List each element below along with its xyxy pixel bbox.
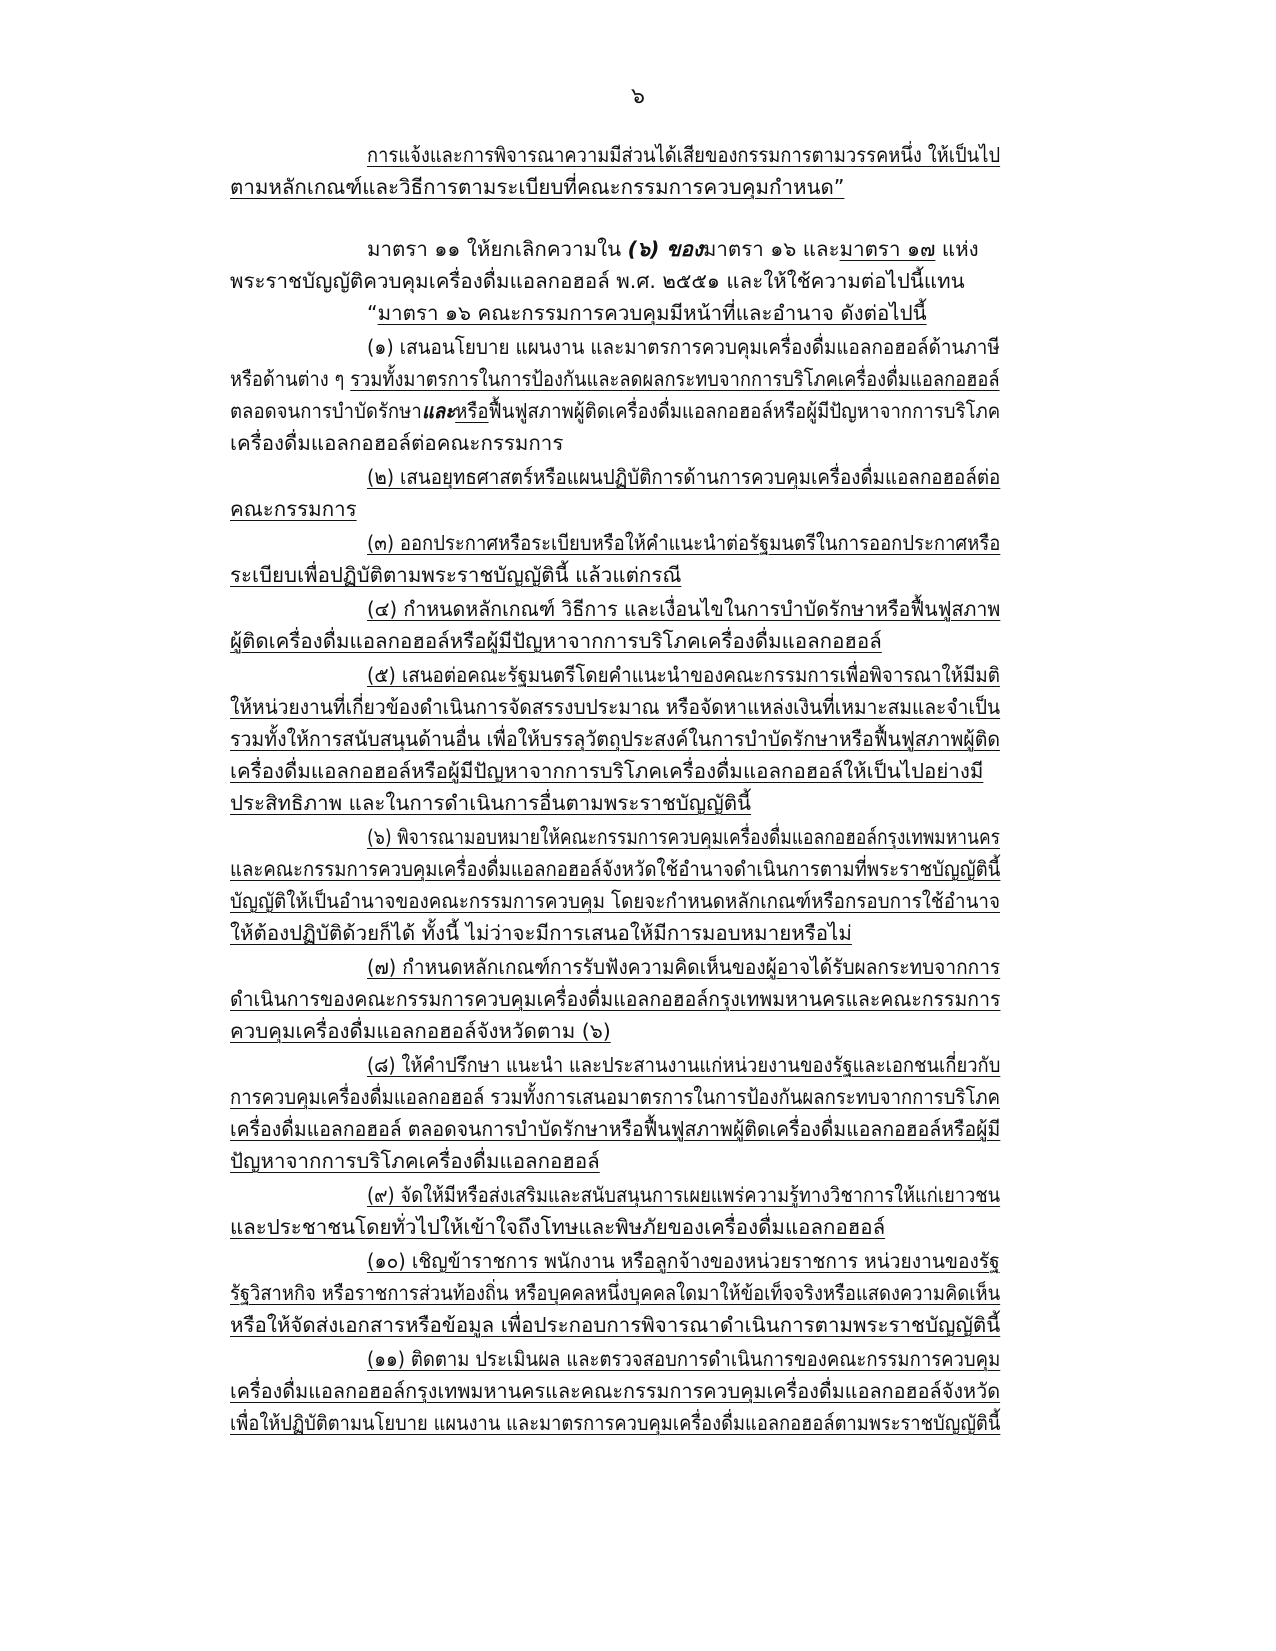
item-7-line-3: ควบคุมเครื่องดื่มแอลกอฮอล์จังหวัดตาม (๖): [230, 1019, 611, 1043]
section-11-text-a: มาตรา ๑๑ ให้ยกเลิกความใน: [367, 237, 628, 261]
item-1-text-c: ตลอดจนการบำบัดรักษา: [230, 399, 422, 423]
section-11-text-e: แห่ง: [935, 237, 979, 261]
item-1-line-3: [230, 396, 1000, 426]
item-4-line-1: (๔) กำหนดหลักเกณฑ์ วิธีการ และเงื่อนไขในการบำบัดรักษาหรือฟื้นฟูสภาพ: [367, 597, 1001, 621]
section-16-title: มาตรา ๑๖ คณะกรรมการควบคุมมีหน้าที่และอำนาจ ดังต่อไปนี้: [377, 301, 927, 325]
intro-line-2: ตามหลักเกณฑ์และวิธีการตามระเบียบที่คณะกรรมการควบคุมกำหนด”: [230, 175, 845, 199]
item-6-line-1: (๖) พิจารณามอบหมายให้คณะกรรมการควบคุมเครื่องดื่มแอลกอฮอล์กรุงเทพมหานคร: [367, 825, 1000, 849]
section-16-heading: [367, 298, 927, 328]
item-5-line-3: รวมทั้งให้การสนับสนุนด้านอื่น เพื่อให้บรรลุวัตถุประสงค์ในการบำบัดรักษาหรือฟื้นฟูสภาพผู้ติด: [230, 727, 1001, 751]
section-11-text-c: มาตรา ๑๖ และ: [702, 237, 840, 261]
section-11-line-1: [367, 234, 979, 264]
item-8-line-3: เครื่องดื่มแอลกอฮอล์ ตลอดจนการบำบัดรักษาหรือฟื้นฟูสภาพผู้ติดเครื่องดื่มแอลกอฮอล์หรือผู้มี: [230, 1117, 1001, 1141]
item-3-line-2: ระเบียบเพื่อปฏิบัติตามพระราชบัญญัตินี้ แล้วแต่กรณี: [230, 563, 682, 587]
section-11-struck-text: (๖) ของ: [627, 237, 703, 261]
item-1-struck-text: และ: [421, 399, 456, 423]
item-4-line-2: ผู้ติดเครื่องดื่มแอลกอฮอล์หรือผู้มีปัญหาจากการบริโภคเครื่องดื่มแอลกอฮอล์: [230, 629, 882, 653]
item-6-line-4: ให้ต้องปฏิบัติด้วยก็ได้ ทั้งนี้ ไม่ว่าจะมีการเสนอให้มีการมอบหมายหรือไม่: [230, 921, 852, 945]
item-6-line-2: และคณะกรรมการควบคุมเครื่องดื่มแอลกอฮอล์จังหวัดใช้อำนาจดำเนินการตามที่พระราชบัญญัตินี้: [230, 857, 1001, 881]
item-11-line-2: เครื่องดื่มแอลกอฮอล์กรุงเทพมหานครและคณะกรรมการควบคุมเครื่องดื่มแอลกอฮอล์จังหวัด: [230, 1379, 1001, 1403]
section-11-line-2: พระราชบัญญัติควบคุมเครื่องดื่มแอลกอฮอล์ พ.ศ. ๒๕๕๑ และให้ใช้ความต่อไปนี้แทน: [230, 269, 965, 293]
item-10-line-3: หรือให้จัดส่งเอกสารหรือข้อมูล เพื่อประกอบการพิจารณาดำเนินการตามพระราชบัญญัตินี้: [230, 1313, 1001, 1337]
item-1-line-1: (๑) เสนอนโยบาย แผนงาน และมาตรการควบคุมเครื่องดื่มแอลกอฮอล์ด้านภาษี: [367, 335, 1000, 359]
item-2-line-2: คณะกรรมการ: [230, 497, 357, 521]
item-1-text-b: รวมทั้งมาตรการในการป้องกันและลดผลกระทบจากการบริโภคเครื่องดื่มแอลกอฮอล์: [350, 367, 1000, 391]
item-2-line-1: (๒) เสนอยุทธศาสตร์หรือแผนปฏิบัติการด้านการควบคุมเครื่องดื่มแอลกอฮอล์ต่อ: [367, 465, 1001, 489]
item-5-line-4: เครื่องดื่มแอลกอฮอล์หรือผู้มีปัญหาจากการบริโภคเครื่องดื่มแอลกอฮอล์ให้เป็นไปอย่างมี: [230, 759, 984, 783]
page-number: ๖: [631, 84, 645, 109]
intro-line-1: การแจ้งและการพิจารณาความมีส่วนได้เสียของกรรมการตามวรรคหนึ่ง ให้เป็นไป: [367, 143, 1001, 167]
item-7-line-2: ดำเนินการของคณะกรรมการควบคุมเครื่องดื่มแอลกอฮอล์กรุงเทพมหานครและคณะกรรมการ: [230, 987, 1001, 1011]
item-1-inserted-text: หรือ: [455, 399, 489, 423]
item-8-line-2: การควบคุมเครื่องดื่มแอลกอฮอล์ รวมทั้งการเสนอมาตรการในการป้องกันผลกระทบจากการบริโภค: [230, 1085, 1001, 1109]
item-3-line-1: (๓) ออกประกาศหรือระเบียบหรือให้คำแนะนำต่อรัฐมนตรีในการออกประกาศหรือ: [367, 531, 1001, 555]
item-9-line-2: และประชาชนโดยทั่วไปให้เข้าใจถึงโทษและพิษภัยของเครื่องดื่มแอลกอฮอล์: [230, 1215, 886, 1239]
item-6-line-3: บัญญัติให้เป็นอำนาจของคณะกรรมการควบคุม โดยจะกำหนดหลักเกณฑ์หรือกรอบการใช้อำนาจ: [230, 889, 1001, 913]
item-10-line-1: (๑๐) เชิญข้าราชการ พนักงาน หรือลูกจ้างของหน่วยราชการ หน่วยงานของรัฐ: [367, 1249, 1000, 1273]
item-5-line-1: (๕) เสนอต่อคณะรัฐมนตรีโดยคำแนะนำของคณะกรรมการเพื่อพิจารณาให้มีมติ: [367, 663, 1000, 687]
item-8-line-4: ปัญหาจากการบริโภคเครื่องดื่มแอลกอฮอล์: [230, 1149, 600, 1173]
section-11-text-d: มาตรา ๑๗: [839, 237, 936, 261]
item-9-line-1: (๙) จัดให้มีหรือส่งเสริมและสนับสนุนการเผยแพร่ความรู้ทางวิชาการให้แก่เยาวชน: [367, 1183, 1001, 1207]
open-quote: “: [367, 301, 378, 325]
item-1-text-d: ฟื้นฟูสภาพผู้ติดเครื่องดื่มแอลกอฮอล์หรือผู้มีปัญหาจากการบริโภค: [488, 399, 1001, 423]
item-5-line-2: ให้หน่วยงานที่เกี่ยวข้องดำเนินการจัดสรรงบประมาณ หรือจัดหาแหล่งเงินที่เหมาะสมและจำเป็น: [230, 695, 1001, 719]
item-7-line-1: (๗) กำหนดหลักเกณฑ์การรับฟังความคิดเห็นของผู้อาจได้รับผลกระทบจากการ: [367, 955, 1001, 979]
item-1-line-4: เครื่องดื่มแอลกอฮอล์ต่อคณะกรรมการ: [230, 431, 564, 455]
item-5-line-5: ประสิทธิภาพ และในการดำเนินการอื่นตามพระราชบัญญัตินี้: [230, 791, 752, 815]
item-11-line-1: (๑๑) ติดตาม ประเมินผล และตรวจสอบการดำเนินการของคณะกรรมการควบคุม: [367, 1347, 1001, 1371]
item-1-line-2: [230, 364, 1000, 394]
item-11-line-3: เพื่อให้ปฏิบัติตามนโยบาย แผนงาน และมาตรการควบคุมเครื่องดื่มแอลกอฮอล์ตามพระราชบัญญัตินี้: [230, 1411, 1001, 1435]
item-10-line-2: รัฐวิสาหกิจ หรือราชการส่วนท้องถิ่น หรือบุคคลหนึ่งบุคคลใดมาให้ข้อเท็จจริงหรือแสดงความคิดเห็น: [230, 1281, 1001, 1305]
item-8-line-1: (๘) ให้คำปรึกษา แนะนำ และประสานงานแก่หน่วยงานของรัฐและเอกชนเกี่ยวกับ: [367, 1053, 1001, 1077]
item-1-text-a: หรือด้านต่าง ๆ: [230, 367, 351, 391]
